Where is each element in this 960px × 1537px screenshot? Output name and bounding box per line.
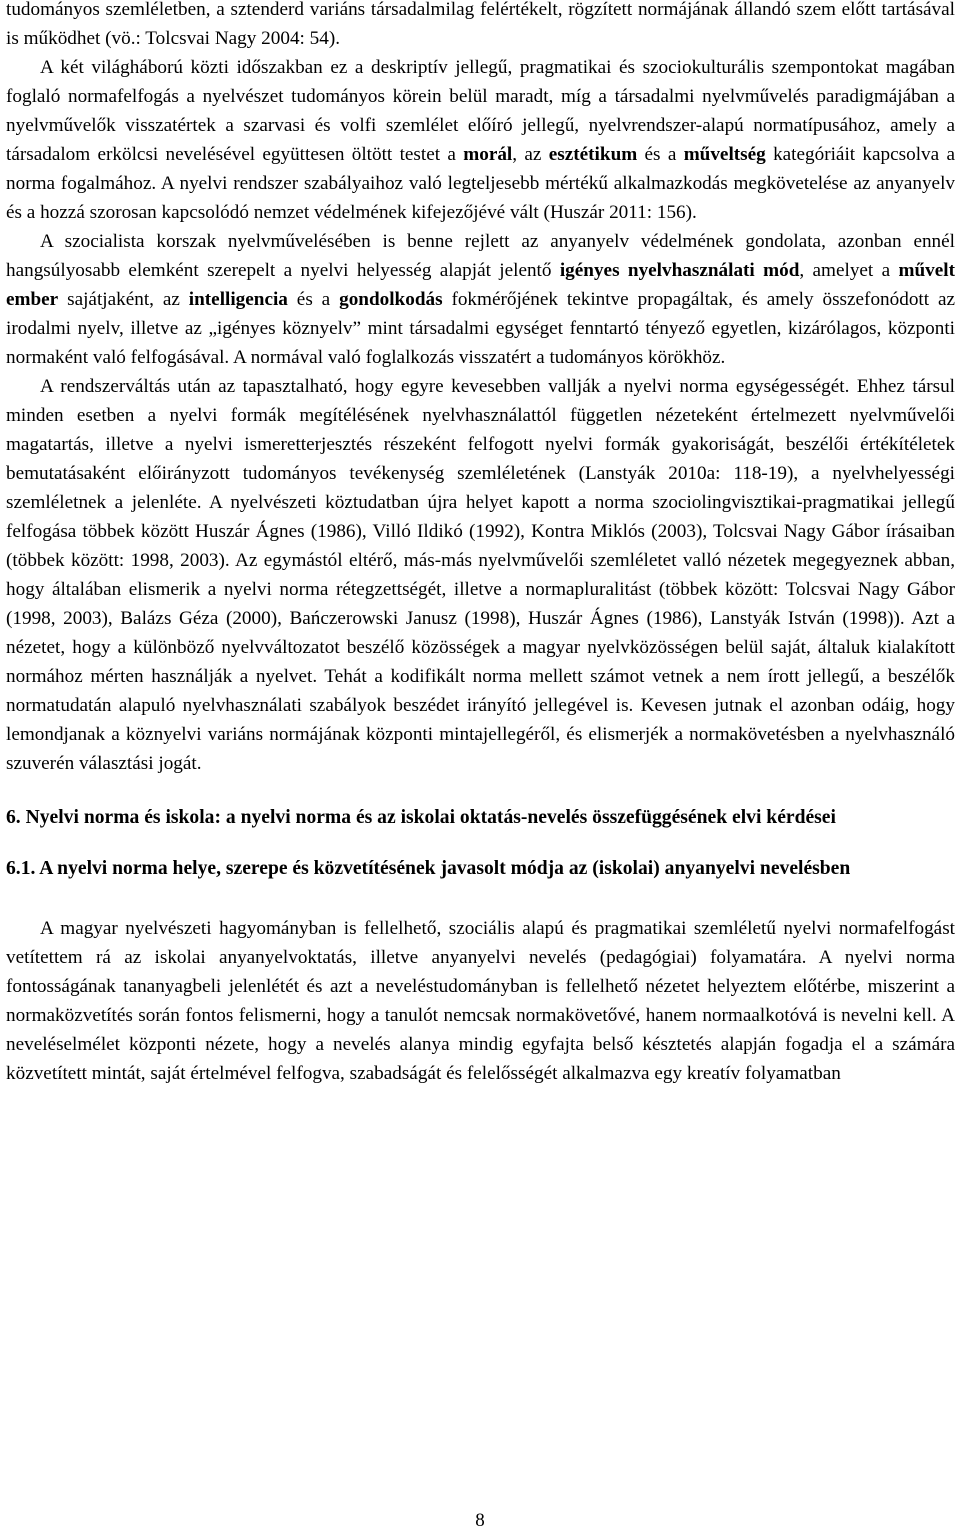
section-heading: 6. Nyelvi norma és iskola: a nyelvi norma és az iskolai oktatás-nevelés összefüggésének elvi kérdései [6, 807, 836, 828]
page-number: 8 [475, 1510, 485, 1531]
text-run: kategóriáit kapcsolva a norma fogalmához. A nyelvi rendszer szabályaihoz való legteljesebb mértékű alkalmazkodás megkövetelése az anyanyelv és a hozzá szorosan kapcsolódó nemzet védelmének kifejezőjévé vált (Huszár 2011: 156). [6, 144, 955, 223]
text-run: A rendszerváltás után az tapasztalható, hogy egyre kevesebben vallják a nyelvi norma egységességét. Ehhez társul minden esetben a nyelvi formák megítélésének nyelvhasználattól független nézeteként értelmezett nyelvművelői magatartás, illetve a nyelvi ismeretterjesztés részeként felfogott nyelvi formák gyakoriságát, beszélői értékítéletek bemutatásaként előirányzott tudományos tevékenység szemléletének (Lanstyák 2010a: 118-19), a nyelvhelyességi szemléletnek a jelenléte. A nyelvészeti köztudatban újra helyet kapott a norma szociolingvisztikai-pragmatikai jellegű felfogása többek között Huszár Ágnes (1986), Villó Ildikó (1992), Kontra Miklós (2003), Tolcsvai Nagy Gábor írásaiban (többek között: 1998, 2003). Az egymástól eltérő, más-más nyelvművelői szemléletet valló nézetek megegyeznek abban, hogy általában elismerik a nyelvi norma rétegzettségét, illetve a normapluralitást (többek között: Tolcsvai Nagy Gábor (1998, 2003), Balázs Géza (2000), Bańczerowski Janusz (1998), Huszár Ágnes (1986), Lanstyák István (1998)). Azt a nézetet, hogy a különböző nyelvváltozatot beszélő közösségek a magyar nyelvközösségen belül saját, általuk kialakított normához mérten használják a nyelvet. Tehát a kodifikált norma mellett számot vetnek a nem írott jellegű, a beszélők normatudatán alapuló nyelvhasználati szabályok beszédet irányító jellegével is. Kevesen jutnak el azonban odáig, hogy lemondjanak a köznyelvi variáns normájának központi mintajellegéről, és elismerjék a normakövetésben a nyelvhasználó szuverén választási jogát. [6, 376, 955, 774]
text-run: fokmérőjének tekintve propagáltak, és amely összefonódott az irodalmi nyelv, illetve az „igényes köznyelv” mint társadalmi egységet fenntartó tényező egyetlen, kizárólagos, központi normaként való felfogásával. A normával való foglalkozás visszatért a tudományos körökhöz. [6, 289, 956, 368]
text-run: A két világháború közti időszakban ez a deskriptív jellegű, pragmatikai és szociokulturális szempontokat magában foglaló normafelfogás a nyelvészet tudományos körein belül maradt, míg a társadalmi nyelvművelés paradigmájában a nyelvművelők visszatértek a szarvasi és volfi szemlélet előíró jellegű, nyelvrendszer-alapú normatípusához, amely a társadalom erkölcsi nevelésével együttesen öltött testet a [6, 57, 955, 165]
body-text [6, 0, 955, 778]
paragraph [6, 227, 955, 372]
bold-term: igényes nyelvhasználati mód [559, 260, 800, 281]
text-run: és a [287, 289, 340, 310]
bold-term: intelligencia [188, 289, 288, 310]
document-page [6, 0, 955, 1088]
paragraph [6, 372, 955, 778]
text-run: tudományos szemléletben, a sztenderd variáns társadalmilag felértékelt, rögzített normájának állandó szem előtt tartásával is működhet (vö.: Tolcsvai Nagy 2004: 54). [6, 0, 955, 49]
bold-term: gondolkodás [339, 289, 443, 310]
text-run: , amelyet a [799, 260, 899, 281]
text-run: sajátjaként, az [58, 289, 189, 310]
text-run: , az [512, 144, 549, 165]
bold-term: művelt ember [6, 260, 955, 310]
text-run: és a [637, 144, 684, 165]
text-run: A szocialista korszak nyelvművelésében is benne rejlett az anyanyelv védelmének gondolata, azonban ennél hangsúlyosabb elemként szerepelt a nyelvi helyesség alapját jelentő [6, 231, 955, 281]
paragraph [6, 0, 955, 53]
bold-term: esztétikum [548, 144, 638, 165]
bold-term: morál [463, 144, 513, 165]
paragraph [6, 53, 955, 227]
paragraph-final: A magyar nyelvészeti hagyományban is fellelhető, szociális alapú és pragmatikai szemléletű nyelvi normafelfogást vetítettem rá az iskolai anyanyelvoktatás, illetve anyanyelvi nevelés (pedagógiai) folyamatára. A nyelvi norma fontosságának tananyagbeli jelenlétét és azt a neveléstudományban is fellelhető nézetet helyeztem előtérbe, miszerint a normaközvetítés során fontos felismerni, hogy a tanulót nemcsak normakövetővé, hanem normaalkotóvá is nevelni kell. A neveléselmélet központi nézete, hogy a nevelés alanya mindig egyfajta belső késztetés alapján fogadja el a számára közvetített mintát, saját értelmével felfogva, szabadságát és felelősségét alkalmazva egy kreatív folyamatban [6, 918, 955, 1084]
subsection-heading: 6.1. A nyelvi norma helye, szerepe és közvetítésének javasolt módja az (iskolai) anyanyelvi nevelésben [6, 858, 851, 879]
bold-term: műveltség [683, 144, 766, 165]
